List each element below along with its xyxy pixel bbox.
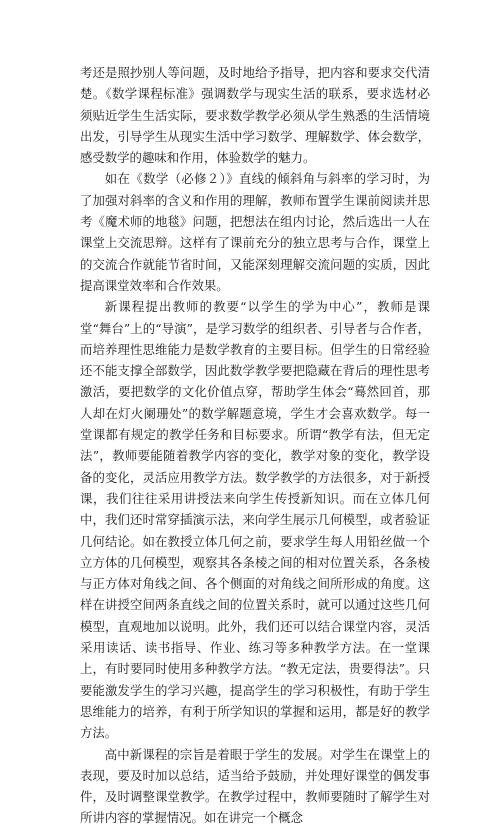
paragraph-continuation: 考还是照抄别人等问题，及时地给予指导，把内容和要求交代清楚。《数学课程标准》强调数学与现实生活的联系，要求选材必须贴近学生生活实际，要求数学教学必须从学生熟悉的生活情境出发，引导学生从现实生活中学习数学、理解数学、体会数学，感受数学的趣味和作用，体验数学的魅力。 bbox=[80, 65, 430, 166]
paragraph-slope-example: 如在《数学（必修２）》直线的倾斜角与斜率的学习时，为了加强对斜率的含义和作用的理解，教师布置学生课前阅读并思考《魔术师的地毯》问题，把想法在组内讨论，然后选出一人在课堂上交流思辩。这样有了课前充分的独立思考与合作，课堂上的交流合作就能节省时间，又能深刻理解交流问题的实质，因此提高课堂效率和合作效果。 bbox=[80, 171, 430, 293]
paragraph-student-development: 高中新课程的宗旨是着眼于学生的发展。对学生在课堂上的表现，要及时加以总结，适当给予鼓励，并处理好课堂的偶发事件，及时调整课堂教学。在教学过程中，教师要随时了解学生对所讲内容的掌握情况。如在讲完一个概念 bbox=[80, 746, 430, 826]
paragraph-teaching-methods: 新课程提出教师的教要“以学生的学为中心”，教师是课堂“舞台”上的“导演”，是学习数学的组织者、引导者与合作者，而培养理性思维能力是数学教育的主要目标。但学生的日常经验还不能支撑全部数学，因此数学教学要把隐藏在背后的理性思考激活，要把数学的文化价值点穿，帮助学生体会“蓦然回首，那人却在灯火阑珊处”的数学解题意境，学生才会喜欢数学。每一堂课都有规定的教学任务和目标要求。所谓“教学有法，但无定法”，教师要能随着教学内容的变化，教学对象的变化，教学设备的变化，灵活应用教学方法。数学教学的方法很多，对于新授课，我们往往采用讲授法来向学生传授新知识。而在立体几何中，我们还时常穿插演示法，来向学生展示几何模型，或者验证几何结论。如在教授立体几何之前，要求学生每人用铅丝做一个立方体的几何模型，观察其各条棱之间的相对位置关系，各条棱与正方体对角线之间、各个侧面的对角线之间所形成的角度。这样在讲授空间两条直线之间的位置关系时，就可以通过这些几何模型，直观地加以说明。此外，我们还可以结合课堂内容，灵活采用读话、读书指导、作业、练习等多种教学方法。在一堂课上，有时要同时使用多种教学方法。“教无定法，贵要得法”。只要能激发学生的学习兴趣，提高学生的学习积极性，有助于学生思维能力的培养，有利于所学知识的掌握和运用，都是好的教学方法。 bbox=[80, 299, 430, 741]
body-text bbox=[80, 62, 430, 829]
